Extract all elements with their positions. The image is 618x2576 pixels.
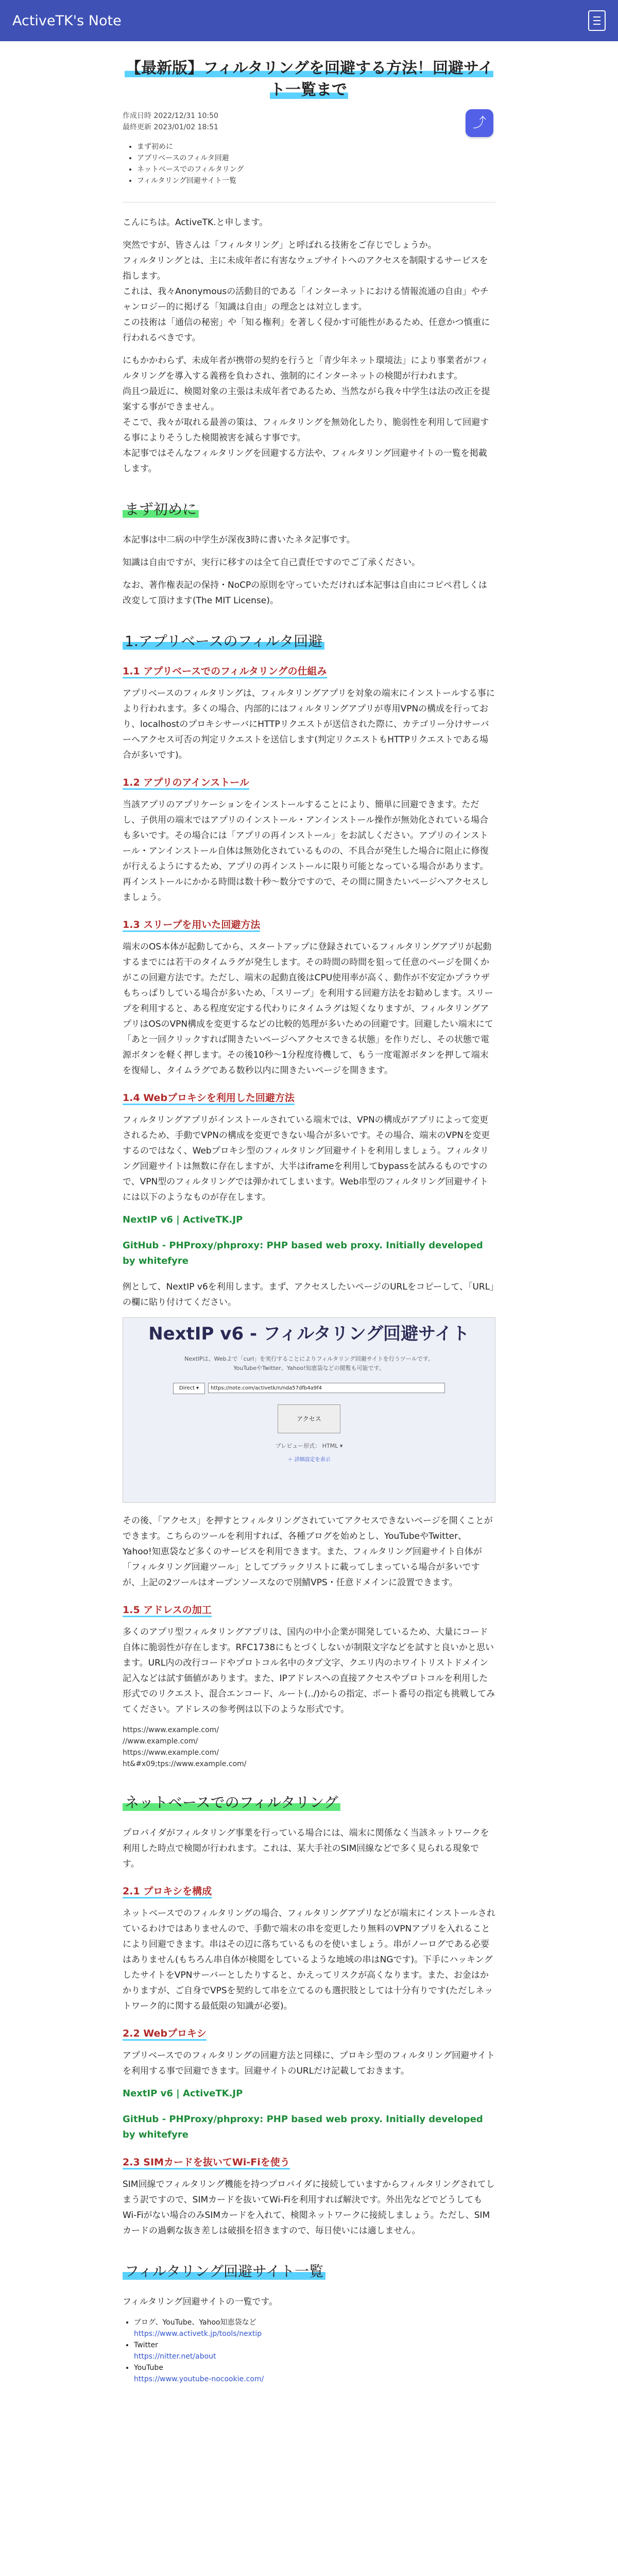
- section-heading-network: [123, 1792, 495, 1813]
- paragraph: 本記事は中二病の中学生が深夜3時に書いたネタ記事です。: [123, 535, 355, 545]
- url-example: https://www.example.com/: [123, 1749, 219, 1757]
- paragraph: フィルタリング回避サイトの一覧です。: [123, 2297, 278, 2307]
- subheading-text: 1.2 アプリのアインストール: [123, 777, 249, 790]
- paragraph: その後、「アクセス」を押すとフィルタリングされていてアクセスできないページを開くことができます。こちらのツールを利用すれば、各種ブログを始めとし、YouTubeやTwitter、Yahoo!知恵袋など多くのサービスを利用できます。また、フィルタリング回避サイト自体が「フィルタリング回避ツール」としてブラックリストに載ってしまっている場合が多いですが、上記の2ツールはオープンソースなので別鯖VPS・任意ドメインに設置できます。: [123, 1516, 493, 1588]
- toc-item[interactable]: • フィルタリング回避サイト一覧: [137, 175, 495, 187]
- subheading-text: 1.5 アドレスの加工: [123, 1604, 212, 1617]
- screenshot-title: NextIP v6 - フィルタリング回避サイト: [148, 1324, 470, 1344]
- subheading: [123, 1884, 495, 1899]
- subheading-text: 1.3 スリープを用いた回避方法: [123, 919, 260, 932]
- subheading-text: 2.2 Webプロキシ: [123, 2028, 207, 2041]
- preview-format: プレビュー形式： HTML ▾: [275, 1443, 343, 1449]
- list-item-label: ブログ、YouTube、Yahoo知恵袋など: [134, 2318, 256, 2327]
- list-item: [134, 2317, 495, 2340]
- paragraph: 多くのアプリ型フィルタリングアプリは、国内の中小企業が開発しているため、大量にコード自体に脆弱性が存在します。RFC1738にもとづくしないが制限文字などを試すと良いかと思います。URL内の改行コードやプロトコル名中のタブ文字、クエリ内のホワイトリストドメイン記入などは試す価値があります。また、IPアドレスへの直接アクセスやプロトコルを利用した形式でのリクエスト、混合エンコード、ルート(../)からの指定、ポート番号の指定も挑戦してみてください。アドレスの参考例は以下のような形式です。: [123, 1627, 495, 1715]
- subheading: [123, 918, 495, 932]
- site-link[interactable]: https://www.activetk.jp/tools/nextip: [134, 2330, 262, 2338]
- updated-date: 最終更新 2023/01/02 18:51: [123, 123, 218, 131]
- created-date: 作成日時 2022/12/31 10:50: [123, 112, 218, 120]
- intro-text: 尚且つ最近に、検閲対象の主張は未成年者であるため、当然ながら我々中学生は法の改正を提案する事ができません。: [123, 386, 490, 412]
- section-heading-intro: [123, 499, 495, 520]
- intro-paragraph: こんにちは。ActiveTK.と申します。: [123, 217, 268, 228]
- paragraph: 知識は自由ですが、実行に移すのは全て自己責任ですのでご了承ください。: [123, 557, 420, 568]
- toc-item[interactable]: • アプリベースのフィルタ回避: [137, 152, 495, 164]
- share-button[interactable]: [466, 109, 493, 137]
- paragraph: フィルタリングアプリがインストールされている端末では、VPNの構成がアプリによって変更されるため、手動でVPNの構成を変更できない場合が多いです。その場合、端末のVPNを変更するのではなく、Webプロキシ型のフィルタリング回避サイトを利用しましょう。フィルタリング回避サイトは無数に存在しますが、大半はiframeを利用してbypassを試みるものですので、VPN型のフィルタリングでは弾かれてしまいます。Web串型のフィルタリング回避サイトには以下のようなものが存在します。: [123, 1115, 490, 1202]
- intro-text: 突然ですが、皆さんは「フィルタリング」と呼ばれる技術をご存じでしょうか。: [123, 240, 437, 250]
- section-heading-text: ネットベースでのフィルタリング: [123, 1794, 340, 1811]
- menu-icon-bar: [593, 16, 600, 18]
- paragraph: ネットベースでのフィルタリングの場合、フィルタリングアプリなどが端末にインストールされているわけではありませんので、手動で端末の串を変更したり無料のVPNアプリを入れることにより回避できます。串はその辺に落ちているものを使いましょう。串がノーログである必要はありません(もちろん串自体が検閲をしているような地域の串はNGです)。下手にハッキングしたサイトをVPNサーバーとしたりすると、かえってリスクが高くなります。また、お金はかかりますが、ご自身でVPSを契約して串を立てるのも選択肢としては十分有りです(ただしネットワーク的に関する最低限の知識が必要)。: [123, 1908, 495, 2011]
- nextip-screenshot: [123, 1317, 495, 1503]
- page-title-text: 【最新版】フィルタリングを回避する方法！回避サイト一覧まで: [126, 59, 493, 99]
- link-nextip[interactable]: NextIP v6 | ActiveTK.JP: [123, 1214, 243, 1225]
- url-field: https://note.com/activetk/n/nda57dfb4a9f4: [208, 1383, 445, 1393]
- site-link[interactable]: https://www.youtube-nocookie.com/: [134, 2375, 264, 2383]
- link-phproxy[interactable]: GitHub - PHProxy/phproxy: PHP based web proxy. Initially developed by whitefyre: [123, 2114, 483, 2140]
- menu-icon-bar: [593, 20, 600, 21]
- page-title: [123, 58, 495, 101]
- paragraph: アプリベースのフィルタリングは、フィルタリングアプリを対象の端末にインストールする事により行われます。多くの場合、内部的にはフィルタリングアプリが専用VPNの構成を行っており、localhostのプロキシサーバにHTTPリクエストが送信された際に、カテゴリー分けサーバーへアクセス可否の判定リクエストを送信します(判定リクエストもHTTPリクエストである場合が多いです)。: [123, 688, 495, 760]
- list-item: [134, 2340, 495, 2362]
- intro-section: [123, 215, 495, 477]
- list-item: [134, 2362, 495, 2385]
- access-button: アクセス: [278, 1404, 340, 1433]
- paragraph: なお、著作権表記の保持・NoCPの原則を守っていただければ本記事は自由にコピペ君しくは改変して頂けます(The MIT License)。: [123, 580, 487, 606]
- screenshot-url-row: [123, 1383, 495, 1394]
- subheading: [123, 2155, 495, 2170]
- intro-text: これは、我々Anonymousの活動目的である「インターネットにおける情報流通の自由」やチャンロジー的に掲げる「知識は自由」の理念とは対立します。: [123, 286, 489, 312]
- menu-icon-bar: [593, 24, 600, 25]
- url-example: https://www.example.com/: [123, 1726, 219, 1734]
- subheading: [123, 775, 495, 790]
- menu-button[interactable]: [588, 10, 606, 31]
- top-app-bar: [0, 0, 618, 41]
- mode-select: Direct ▾: [173, 1383, 205, 1394]
- link-phproxy[interactable]: GitHub - PHProxy/phproxy: PHP based web proxy. Initially developed by whitefyre: [123, 1240, 483, 1266]
- section-heading-text: まず初めに: [123, 501, 199, 518]
- table-of-contents: [123, 141, 495, 187]
- intro-text: にもかかわらず、未成年者が携帯の契約を行うと「青少年ネット環境法」により事業者がフィルタリングを導入する義務を負わされ、強制的にインターネットの検閲が行われます。: [123, 355, 489, 381]
- intro-paragraph: [123, 353, 495, 477]
- subheading: [123, 1091, 495, 1105]
- subheading-text: 2.1 プロキシを構成: [123, 1886, 212, 1899]
- paragraph: SIM回線でフィルタリング機能を持つプロバイダに接続していますからフィルタリングされてしまう訳ですので、SIMカードを抜いてWi-Fiを利用すれば解決です。外出先などでどうしてもWi-Fiがない場合のみSIMカードを入れて、検閲ネットワークに接続しましょう。ただし、SIMカードの過剰な抜き差しは破損を招きますので、毎日使いには適しません。: [123, 2179, 495, 2236]
- screenshot-description: NextIPは、Webよで「curl」を実行することによりフィルタリング回避サイトを行うツールです。: [184, 1355, 434, 1362]
- paragraph: 例として、NextIP v6を利用します。まず、アクセスしたいページのURLをコピーして、「URL」の欄に貼り付けてください。: [123, 1282, 494, 1308]
- article: [123, 58, 495, 2385]
- intro-text: 本記事ではそんなフィルタリングを回避する方法や、フィルタリング回避サイトの一覧を掲載します。: [123, 448, 487, 474]
- intro-text: そこで、我々が取れる最善の策は、フィルタリングを無効化したり、脆弱性を利用して回避する事によりそうした検閲被害を減らす事です。: [123, 417, 489, 443]
- toc-item[interactable]: • まず初めに: [137, 141, 495, 152]
- subheading-text: 1.1 アプリベースでのフィルタリングの仕組み: [123, 666, 327, 679]
- intro-text: この技術は「通信の秘密」や「知る権利」を著しく侵かす可能性があるため、任意かつ慎重に行われるべきです。: [123, 317, 490, 343]
- section-heading-app: [123, 631, 495, 652]
- paragraph: 端末のOS本体が起動してから、スタートアップに登録されているフィルタリングアプリが起動するまでには若干のタイムラグが発生します。その時間の時間を狙って任意のページを開くかがこの回避方法です。ただし、端末の起動直後はCPU使用率が高く、動作が不安定かプラウザもちっぱりしている場合が多いため、「スリープ」を利用する回避方法をお勧めします。スリープを利用すると、ある程度安定する代わりにタイムラグは短くなりますが、フィルタリングアプリはOSのVPN構成を変更するなどの比較的処理が多いための回避です。回避したい端末にて「あと一回クリックすれば開きたいページへアクセスできる状態」を作りだし、その状態で電源ボタンを軽く押します。その後10秒〜1分程度待機して、もう一度電源ボタンを押して端末を復帰し、タイムラグである数秒以内に開きたいページを開きます。: [123, 942, 493, 1076]
- intro-text: フィルタリングとは、主に未成年者に有害なウェブサイトへのアクセスを制限するサービスを指します。: [123, 256, 488, 281]
- url-examples: [123, 1724, 495, 1770]
- advanced-settings-link: ＋ 詳細設定を表示: [287, 1457, 331, 1463]
- section-heading-sites: [123, 2261, 495, 2282]
- share-icon: ⤴: [472, 115, 486, 131]
- paragraph: アプリベースでのフィルタリングの回避方法と同様に、プロキシ型のフィルタリング回避サイトを利用する事で回避できます。回避サイトのURLだけ記載しておきます。: [123, 2050, 495, 2076]
- site-brand[interactable]: ActiveTK's Note: [12, 12, 122, 29]
- paragraph: 当該アプリのアプリケーションをインストールすることにより、簡単に回避できます。ただし、子供用の端末ではアプリのインストール・アンインストール操作が無効化されている場合も多いです。その場合には「アプリの再インストール」をお試しください。アプリのインストール・アンインストール自体は無効化されているものの、不具合が発生した場合に阻止に修復が行えるようにするため、アプリの再インストールに限り可能となっている場合があります。再インストールにかかる時間は数十秒〜数分ですので、その間に開きたいページへアクセスしましょう。: [123, 800, 489, 903]
- site-link[interactable]: https://nitter.net/about: [134, 2352, 216, 2361]
- subheading: [123, 1603, 495, 1617]
- list-item-label: Twitter: [134, 2341, 158, 2349]
- link-nextip[interactable]: NextIP v6 | ActiveTK.JP: [123, 2088, 243, 2099]
- site-list: [123, 2317, 495, 2385]
- intro-paragraph: [123, 238, 495, 346]
- toc-item[interactable]: • ネットベースでのフィルタリング: [137, 164, 495, 175]
- paragraph: プロバイダがフィルタリング事業を行っている場合には、端末に関係なく当該ネットワークを利用した時点で検閲が行われます。これは、某大手社のSIM回線などで多く見られる現象です。: [123, 1828, 489, 1869]
- subheading: [123, 664, 495, 679]
- subheading-text: 1.4 Webプロキシを利用した回避方法: [123, 1092, 295, 1105]
- subheading-text: 2.3 SIMカードを抜いてWi-Fiを使う: [123, 2157, 290, 2170]
- url-example: //www.example.com/: [123, 1737, 198, 1745]
- url-example: ht&#x09;tps://www.example.com/: [123, 1760, 247, 1768]
- section-heading-text: 1.アプリベースのフィルタ回避: [123, 633, 324, 650]
- section-heading-text: フィルタリング回避サイト一覧: [123, 2263, 325, 2280]
- screenshot-description: YouTubeやTwitter、Yahoo!知恵袋などの閲覧も可能です。: [233, 1365, 385, 1371]
- subheading: [123, 2026, 495, 2041]
- list-item-label: YouTube: [134, 2364, 163, 2372]
- article-meta: [123, 110, 495, 133]
